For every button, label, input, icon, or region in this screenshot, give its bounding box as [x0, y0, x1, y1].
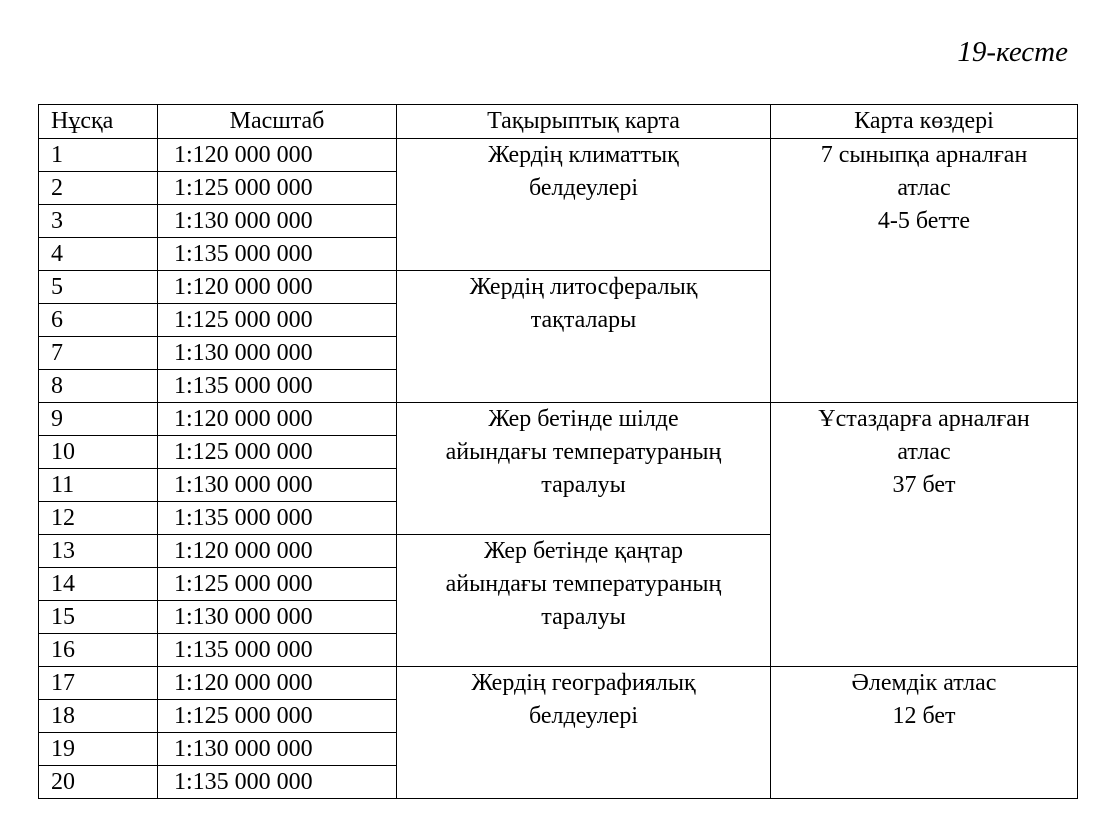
- thematic-map-cell: [397, 271, 771, 403]
- scale-value: 1:120 000 000: [158, 667, 397, 700]
- thematic-map-line: Жердің географиялық: [471, 670, 696, 696]
- variant-number: 3: [39, 205, 158, 238]
- scale-value: 1:125 000 000: [158, 304, 397, 337]
- scale-value: 1:120 000 000: [158, 403, 397, 436]
- variant-number: 7: [39, 337, 158, 370]
- variant-number: 18: [39, 700, 158, 733]
- map-source-line: Әлемдік атлас: [851, 670, 997, 696]
- thematic-map-line: айындағы температураның: [445, 439, 722, 465]
- thematic-map-cell: [397, 139, 771, 271]
- map-source-line: 4-5 бетте: [877, 208, 971, 234]
- scale-value: 1:135 000 000: [158, 766, 397, 799]
- map-source-line: 12 бет: [892, 703, 956, 729]
- header-thematic-map: Тақырыптық карта: [397, 105, 771, 139]
- variant-number: 2: [39, 172, 158, 205]
- scale-value: 1:125 000 000: [158, 436, 397, 469]
- thematic-map-line: Жердің климаттық: [488, 142, 679, 168]
- scale-value: 1:120 000 000: [158, 535, 397, 568]
- scale-value: 1:130 000 000: [158, 469, 397, 502]
- header-map-sources: Карта көздері: [771, 105, 1078, 139]
- table-caption: 19-кесте: [957, 36, 1068, 68]
- variant-number: 5: [39, 271, 158, 304]
- map-source-cell: [771, 403, 1078, 667]
- thematic-map-line: таралуы: [541, 604, 626, 630]
- variant-number: 20: [39, 766, 158, 799]
- thematic-map-line: Жердің литосфералық: [469, 274, 698, 300]
- header-scale: Масштаб: [158, 105, 397, 139]
- table-row: [39, 667, 1078, 700]
- variant-number: 16: [39, 634, 158, 667]
- thematic-map-line: таралуы: [541, 472, 626, 498]
- header-variant: Нұсқа: [39, 105, 158, 139]
- scale-value: 1:135 000 000: [158, 502, 397, 535]
- map-source-line: 37 бет: [892, 472, 956, 498]
- scale-value: 1:120 000 000: [158, 271, 397, 304]
- table-row: [39, 139, 1078, 172]
- map-source-line: Ұстаздарға арналған: [818, 406, 1030, 432]
- scale-value: 1:130 000 000: [158, 205, 397, 238]
- variant-number: 6: [39, 304, 158, 337]
- thematic-map-line: айындағы температураның: [445, 571, 722, 597]
- map-source-cell: [771, 139, 1078, 403]
- thematic-map-cell: [397, 535, 771, 667]
- variant-number: 4: [39, 238, 158, 271]
- map-source-cell: [771, 667, 1078, 799]
- thematic-map-line: белдеулері: [528, 175, 639, 201]
- scale-value: 1:125 000 000: [158, 172, 397, 205]
- thematic-map-line: тақталары: [530, 307, 637, 333]
- variant-number: 8: [39, 370, 158, 403]
- scale-value: 1:130 000 000: [158, 601, 397, 634]
- variant-number: 17: [39, 667, 158, 700]
- table-row: [39, 403, 1078, 436]
- variant-number: 13: [39, 535, 158, 568]
- map-source-line: 7 сыныпқа арналған: [820, 142, 1028, 168]
- variant-number: 1: [39, 139, 158, 172]
- thematic-map-cell: [397, 403, 771, 535]
- scale-value: 1:135 000 000: [158, 238, 397, 271]
- thematic-map-cell: [397, 667, 771, 799]
- map-source-line: атлас: [897, 175, 951, 201]
- scale-value: 1:135 000 000: [158, 370, 397, 403]
- variant-number: 19: [39, 733, 158, 766]
- variant-number: 9: [39, 403, 158, 436]
- map-source-line: атлас: [897, 439, 951, 465]
- variant-number: 15: [39, 601, 158, 634]
- scale-value: 1:130 000 000: [158, 337, 397, 370]
- scale-value: 1:125 000 000: [158, 700, 397, 733]
- variant-number: 12: [39, 502, 158, 535]
- thematic-map-line: белдеулері: [528, 703, 639, 729]
- scale-value: 1:135 000 000: [158, 634, 397, 667]
- scale-value: 1:125 000 000: [158, 568, 397, 601]
- thematic-map-line: Жер бетінде қаңтар: [484, 538, 683, 564]
- variants-table: [38, 104, 1078, 799]
- variant-number: 14: [39, 568, 158, 601]
- thematic-map-line: Жер бетінде шілде: [488, 406, 679, 432]
- variant-number: 11: [39, 469, 158, 502]
- scale-value: 1:120 000 000: [158, 139, 397, 172]
- variant-number: 10: [39, 436, 158, 469]
- table-header-row: [39, 105, 1078, 139]
- scale-value: 1:130 000 000: [158, 733, 397, 766]
